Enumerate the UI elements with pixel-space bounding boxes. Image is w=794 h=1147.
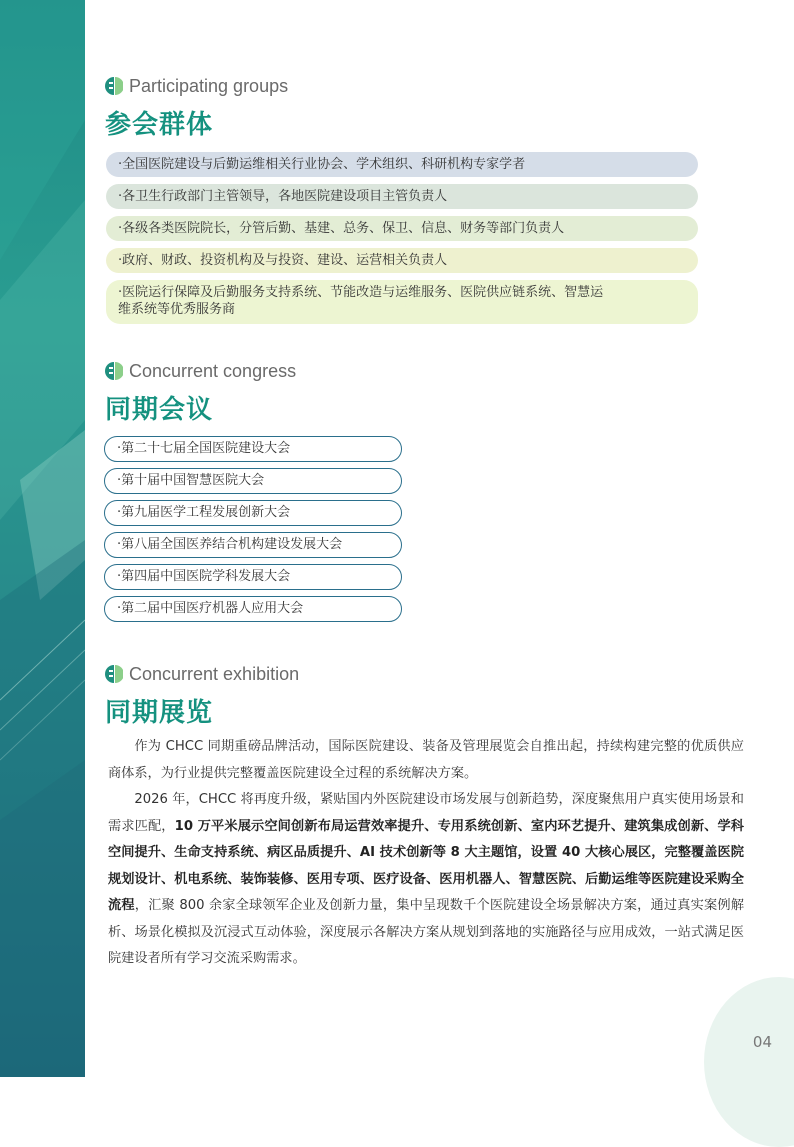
congress-item: ·第九届医学工程发展创新大会 bbox=[104, 500, 402, 526]
brand-logo-icon bbox=[105, 76, 123, 96]
abstract-pattern bbox=[0, 0, 85, 1077]
list-item: ·各级各类医院院长，分管后勤、基建、总务、保卫、信息、财务等部门负责人 bbox=[106, 216, 698, 241]
section-participating-header bbox=[105, 74, 288, 141]
section-congress-header bbox=[105, 359, 296, 426]
section-title-zh: 参会群体 bbox=[105, 110, 214, 140]
section-title-en: Concurrent exhibition bbox=[129, 663, 300, 684]
brand-logo-icon bbox=[105, 361, 123, 381]
brand-logo-icon bbox=[105, 664, 123, 684]
page-number: 04 bbox=[752, 1033, 772, 1051]
section-title-en: Concurrent congress bbox=[129, 360, 297, 381]
list-item: ·各卫生行政部门主管领导，各地医院建设项目主管负责人 bbox=[106, 184, 698, 209]
paragraph-text: ，汇聚 800 余家全球领军企业及创新力量，集中呈现数千个医院建设全场景解决方案，通过真实案例解析、场景化模拟及沉浸式互动体验，深度展示各解决方案从规划到落地的实施路径与应用成效，一站式满足医院建设者所有学习交流采购需求。 bbox=[108, 898, 745, 966]
section-title-en: Participating groups bbox=[129, 75, 289, 96]
congress-item: ·第十届中国智慧医院大会 bbox=[104, 468, 402, 494]
congress-item: ·第八届全国医养结合机构建设发展大会 bbox=[104, 532, 402, 558]
paragraph-text: 2026 年，CHCC 将再度升级，紧贴国内外医院建设市场发展与创新趋势，深度聚焦用户真实使用场景和需求匹配， bbox=[108, 792, 744, 834]
corner-decoration bbox=[704, 977, 794, 1147]
congress-item: ·第二十七届全国医院建设大会 bbox=[104, 436, 402, 462]
section-title-zh: 同期会议 bbox=[105, 395, 214, 425]
list-item: ·政府、财政、投资机构及与投资、建设、运营相关负责人 bbox=[106, 248, 698, 273]
list-item: ·全国医院建设与后勤运维相关行业协会、学术组织、科研机构专家学者 bbox=[106, 152, 698, 177]
exhibition-body bbox=[108, 734, 744, 973]
section-title-zh: 同期展览 bbox=[105, 698, 214, 728]
paragraph bbox=[108, 787, 744, 973]
decorative-side-band bbox=[0, 0, 85, 1077]
paragraph: 作为 CHCC 同期重磅品牌活动，国际医院建设、装备及管理展览会自推出起，持续构建完整的优质供应商体系，为行业提供完整覆盖医院建设全过程的系统解决方案。 bbox=[108, 739, 744, 781]
congress-item: ·第二届中国医疗机器人应用大会 bbox=[104, 596, 402, 622]
list-item: ·医院运行保障及后勤服务支持系统、节能改造与运维服务、医院供应链系统、智慧运维系统等优秀服务商 bbox=[106, 280, 698, 324]
paragraph-bold-text: 10 万平米展示空间创新布局运营效率提升、专用系统创新、室内环艺提升、建筑集成创新、学科空间提升、生命支持系统、病区品质提升、AI 技术创新等 8 大主题馆，设置 40 大核心展区，完整覆盖医院规划设计、机电系统、装饰装修、医用专项、医疗设备、医用机器人、智慧医院、后勤运维等医院建设采购全流程 bbox=[108, 818, 744, 913]
section-exhibition-header bbox=[105, 662, 299, 729]
congress-item: ·第四届中国医院学科发展大会 bbox=[104, 564, 402, 590]
